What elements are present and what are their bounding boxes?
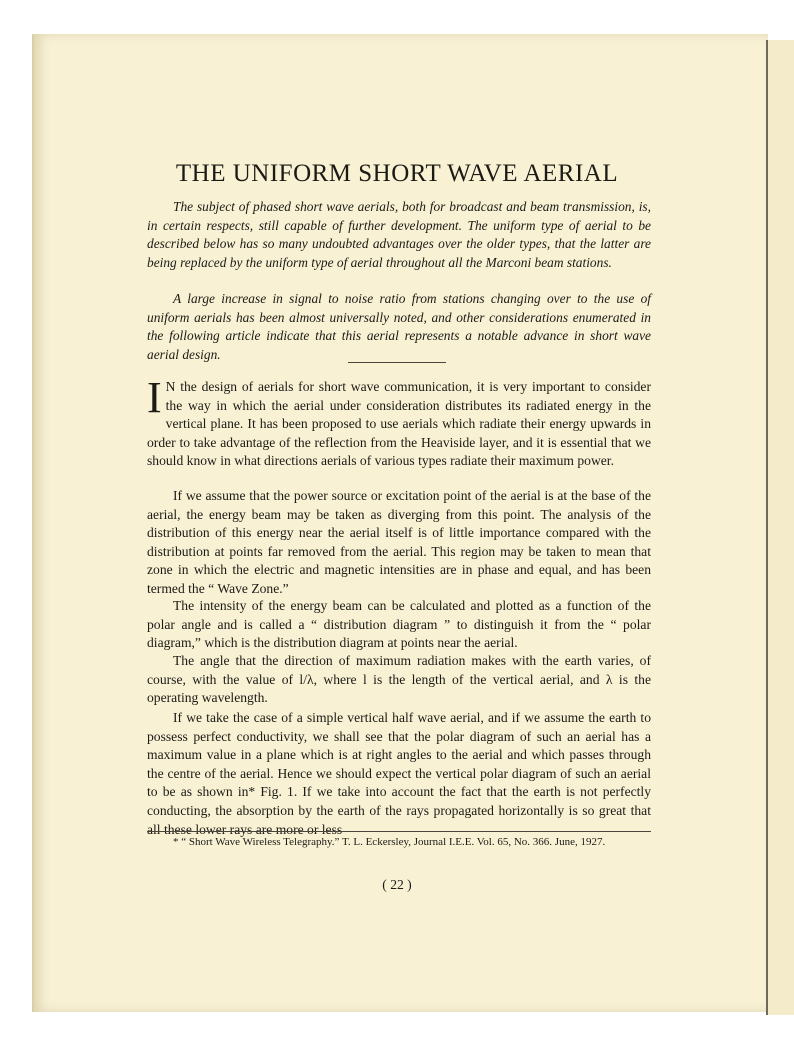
- body-paragraph-1-text: N the design of aerials for short wave communication, it is very important to consider the way in which the aerial under consideration distributes its radiated energy in the vertical plane. It has been proposed to use aerials which radiate their energy upwards in order to take advantage of the reflection from the Heaviside layer, and it is essential that we should know in what directions aerials of various types radiate their maximum power.: [147, 379, 651, 469]
- footnote-divider: [147, 831, 651, 832]
- intro-paragraph-2: A large increase in signal to noise ratio from stations changing over to the use of uniform aerials has been almost universally noted, and other considerations enumerated in the following article indicate that this aerial represents a notable advance in short wave aerial design.: [147, 291, 651, 362]
- body-paragraph-5: If we take the case of a simple vertical half wave aerial, and if we assume the earth to possess perfect conductivity, we shall see that the polar diagram of such an aerial has a maximum value in a plane which is at right angles to the aerial and which passes through the centre of the aerial. Hence we should expect the vertical polar diagram of such an aerial to be as shown in* Fig. 1. If we take into account the fact that the earth is not perfectly conducting, the absorption by the earth of the rays propagated horizontally is so great that all these lower rays are more or less: [147, 710, 651, 837]
- footnote: * “ Short Wave Wireless Telegraphy.” T. L. Eckersley, Journal I.E.E. Vol. 65, No. 366. June, 1927.: [173, 836, 606, 848]
- body-paragraph-4: The angle that the direction of maximum radiation makes with the earth varies, of course, with the value of l/λ, where l is the length of the vertical aerial, and λ is the operating wavelength.: [147, 653, 651, 706]
- drop-cap: I: [147, 373, 162, 422]
- section-divider: [348, 362, 446, 363]
- body-paragraph-2: If we assume that the power source or excitation point of the aerial is at the base of the aerial, the energy beam may be taken as diverging from this point. The analysis of the distribution of this energy near the aerial itself is of little importance compared with the distribution at points far removed from the aerial. This region may be taken to mean that zone in which the electric and magnetic intensities are in phase and equal, and has been termed the “ Wave Zone.”: [147, 488, 651, 596]
- page-number: ( 22 ): [382, 877, 412, 892]
- article-title: THE UNIFORM SHORT WAVE AERIAL: [175, 160, 619, 187]
- body-paragraph-3: The intensity of the energy beam can be calculated and plotted as a function of the polar angle and is called a “ distribution diagram ” to distinguish it from the “ polar diagram,” which is the distribution diagram at points near the aerial.: [147, 598, 651, 651]
- body-paragraph-1: [147, 373, 651, 471]
- intro-paragraph-1: The subject of phased short wave aerials, both for broadcast and beam transmission, is, in certain respects, still capable of further development. The uniform type of aerial to be described below has so many undoubted advantages over the older types, that the latter are being replaced by the uniform type of aerial throughout all the Marconi beam stations.: [147, 199, 651, 270]
